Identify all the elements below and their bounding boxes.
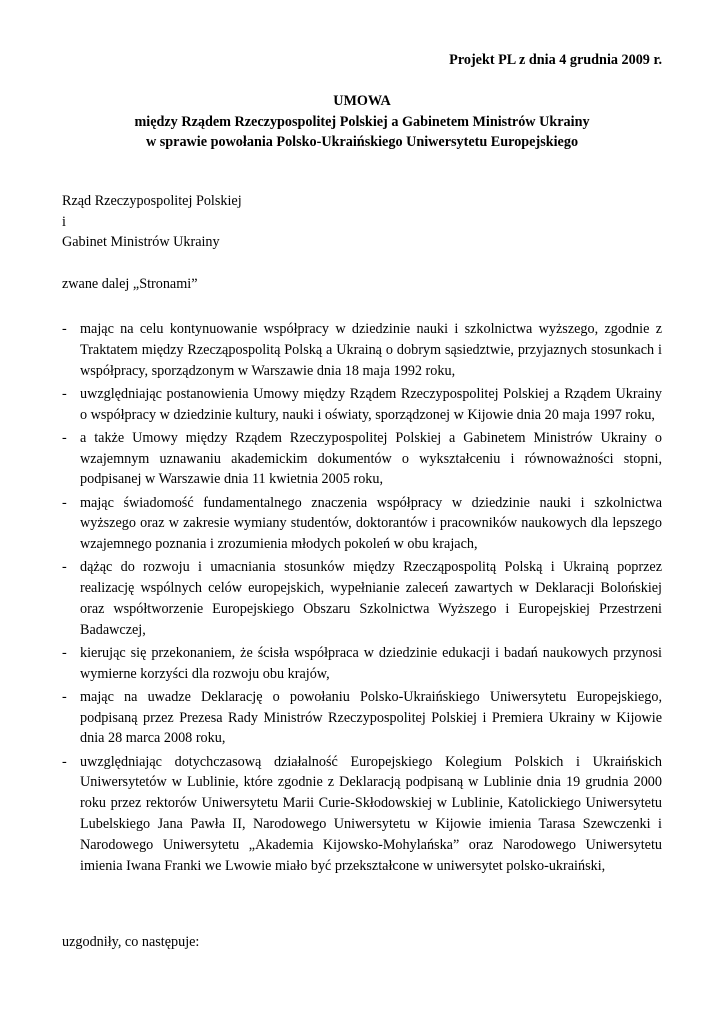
recital-item: [62, 643, 662, 685]
recital-text: uwzględniając dotychczasową działalność Europejskiego Kolegium Polskich i Ukraińskich Uniwersytetów w Lublinie, które zgodnie z Deklaracją podpisaną w Lublinie dnia 19 grudnia 2000 roku przez rektorów Uniwersytetu Marii Curie-Skłodowskiej w Lublinie, Katolickiego Uniwersytetu Lubelskiego Jana Pawła II, Narodowego Uniwersytetu w Kijowie imienia Tarasa Szewczenki i Narodowego Uniwersytetu „Akademia Kijowsko-Mohylańska” oraz Narodowego Uniwersytetu imienia Iwana Franki we Lwowie miało być przekształcone w uniwersytet polsko-ukraiński,: [80, 753, 662, 874]
party-poland: Rząd Rzeczypospolitej Polskiej: [62, 193, 242, 209]
party-ukraine: Gabinet Ministrów Ukrainy: [62, 234, 220, 250]
bullet-dash: -: [62, 429, 67, 446]
agreed-statement: uzgodniły, co następuje:: [62, 934, 200, 950]
agreement-title: [62, 91, 662, 153]
parties-conjunction: i: [62, 213, 66, 230]
bullet-dash: -: [62, 494, 67, 511]
recital-text: mając świadomość fundamentalnego znaczenia współpracy w dziedzinie nauki i szkolnictwa wyższego oraz w zakresie wymiany studentów, doktorantów i pracowników naukowych dla lepszego wzajemnego poznania i zrozumienia młodych pokoleń w obu krajach,: [80, 494, 662, 553]
recital-item: [62, 384, 662, 426]
recital-text: kierując się przekonaniem, że ścisła współpraca w dziedzinie edukacji i badań naukowych przynosi wymierne korzyści dla rozwoju obu krajów,: [80, 644, 662, 682]
title-line-1: UMOWA: [333, 93, 391, 109]
bullet-dash: -: [62, 688, 67, 705]
recital-text: mając na uwadze Deklarację o powołaniu Polsko-Ukraińskiego Uniwersytetu Europejskiego, podpisaną przez Prezesa Rady Ministrów Rzeczypospolitej Polskiej i Premiera Ukrainy w Kijowie dnia 28 marca 2008 roku,: [80, 688, 662, 747]
title-line-2: między Rządem Rzeczypospolitej Polskiej a Gabinetem Ministrów Ukrainy: [134, 113, 590, 130]
bullet-dash: -: [62, 559, 67, 576]
recital-text: dążąc do rozwoju i umacniania stosunków między Rzecząpospolitą Polską i Ukrainą poprzez realizację wspólnych celów europejskich, wypełnianie zaleceń zawartych w Deklaracji Bolońskiej oraz współtworzenie Europejskiego Obszaru Szkolnictwa Wyższego i Europejskiej Przestrzeni Badawczej,: [80, 559, 662, 638]
recital-item: [62, 428, 662, 490]
parties-block: [62, 191, 242, 253]
bullet-dash: -: [62, 385, 67, 402]
recital-text: uwzględniając postanowienia Umowy między Rządem Rzeczypospolitej Polskiej a Rządem Ukrainy o współpracy w dziedzinie kultury, nauki i oświaty, sporządzonej w Kijowie dnia 20 maja 1997 roku,: [80, 385, 662, 423]
document-page: [62, 0, 662, 1024]
recital-item: [62, 557, 662, 640]
recital-item: [62, 687, 662, 749]
recital-item: [62, 752, 662, 877]
bullet-dash: -: [62, 321, 67, 337]
draft-note: Projekt PL z dnia 4 grudnia 2009 r.: [449, 52, 662, 68]
title-line-3: w sprawie powołania Polsko-Ukraińskiego Uniwersytetu Europejskiego: [145, 134, 579, 150]
bullet-dash: -: [62, 644, 67, 661]
recitals-list: [62, 319, 662, 879]
recital-item: [62, 319, 662, 381]
recital-text: mając na celu kontynuowanie współpracy w dziedzinie nauki i szkolnictwa wyższego, zgodnie z Traktatem między Rzecząpospolitą Polską a Ukrainą o dobrym sąsiedztwie, przyjaznych stosunkach i współpracy, sporządzonym w Warszawie dnia 18 maja 1992 roku,: [80, 321, 662, 379]
bullet-dash: -: [62, 753, 67, 770]
referred-as: zwane dalej „Stronami”: [62, 276, 198, 292]
recital-text: a także Umowy między Rządem Rzeczypospolitej Polskiej a Gabinetem Ministrów Ukrainy o wzajemnym uznawaniu akademickim dokumentów o wykształceniu i równoważności stopni, podpisanej w Warszawie dnia 11 kwietnia 2005 roku,: [80, 429, 662, 488]
recital-item: [62, 493, 662, 555]
